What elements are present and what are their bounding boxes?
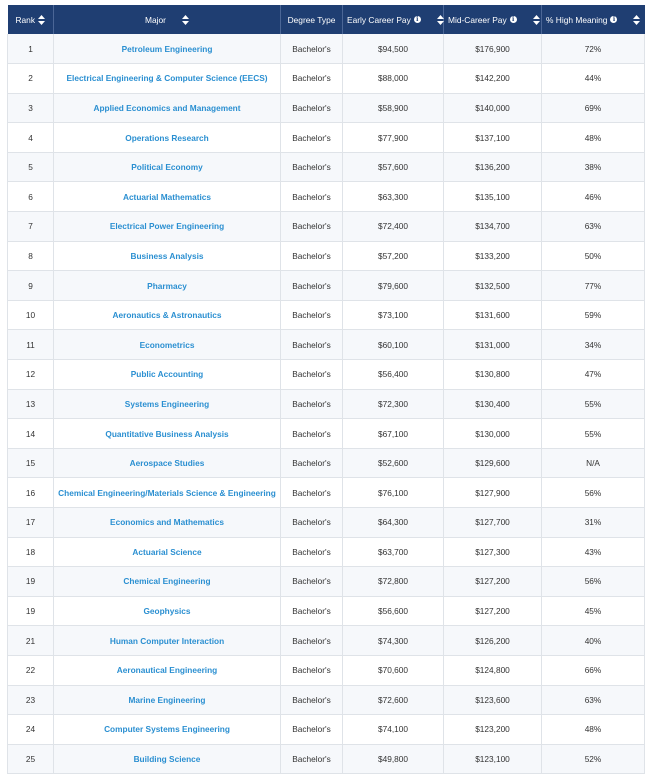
table-row — [8, 34, 645, 64]
sort-icon[interactable] — [38, 15, 45, 25]
major-link[interactable]: Aeronautics & Astronautics — [112, 310, 222, 321]
degree-type-cell: Bachelor's — [281, 271, 343, 301]
high-meaning-cell: 59% — [542, 300, 645, 330]
table-row — [8, 419, 645, 449]
major-link[interactable]: Actuarial Mathematics — [122, 191, 212, 202]
degree-type-cell: Bachelor's — [281, 419, 343, 449]
major-cell — [54, 567, 281, 597]
rank-cell: 1 — [8, 34, 54, 64]
rank-cell: 22 — [8, 655, 54, 685]
table-row — [8, 744, 645, 774]
rank-cell: 9 — [8, 271, 54, 301]
major-link[interactable]: Computer Systems Engineering — [104, 724, 230, 735]
high-meaning-cell: 43% — [542, 537, 645, 567]
column-header-early-career-pay[interactable] — [343, 5, 444, 34]
major-link[interactable]: Pharmacy — [147, 280, 187, 291]
high-meaning-cell: 63% — [542, 685, 645, 715]
major-cell — [54, 271, 281, 301]
mid-career-pay-cell: $127,200 — [444, 596, 542, 626]
major-cell — [54, 508, 281, 538]
major-cell — [54, 478, 281, 508]
table-row — [8, 567, 645, 597]
high-meaning-cell: 56% — [542, 567, 645, 597]
column-header-mid-career-pay[interactable] — [444, 5, 542, 34]
major-link[interactable]: Econometrics — [139, 339, 195, 350]
table-row — [8, 93, 645, 123]
column-header-major[interactable] — [54, 5, 281, 34]
rank-cell: 11 — [8, 330, 54, 360]
major-link[interactable]: Human Computer Interaction — [109, 635, 225, 646]
degree-type-cell: Bachelor's — [281, 152, 343, 182]
info-icon[interactable]: i — [510, 16, 517, 23]
table-body — [8, 34, 645, 774]
mid-career-pay-cell: $137,100 — [444, 123, 542, 153]
rank-cell: 19 — [8, 567, 54, 597]
major-link[interactable]: Economics and Mathematics — [110, 517, 224, 528]
degree-type-cell: Bachelor's — [281, 182, 343, 212]
degree-type-cell: Bachelor's — [281, 626, 343, 656]
early-career-pay-cell: $57,200 — [343, 241, 444, 271]
high-meaning-cell: 52% — [542, 744, 645, 774]
table-row — [8, 182, 645, 212]
major-link[interactable]: Petroleum Engineering — [121, 43, 213, 54]
early-career-pay-cell: $94,500 — [343, 34, 444, 64]
table-row — [8, 508, 645, 538]
major-link[interactable]: Chemical Engineering — [123, 576, 211, 587]
degree-type-cell: Bachelor's — [281, 596, 343, 626]
rank-cell: 12 — [8, 360, 54, 390]
major-cell — [54, 300, 281, 330]
rank-cell: 18 — [8, 537, 54, 567]
major-link[interactable]: Public Accounting — [130, 369, 204, 380]
degree-type-cell: Bachelor's — [281, 715, 343, 745]
early-career-pay-cell: $73,100 — [343, 300, 444, 330]
mid-career-pay-cell: $129,600 — [444, 448, 542, 478]
table-row — [8, 537, 645, 567]
table-row — [8, 596, 645, 626]
high-meaning-cell: 69% — [542, 93, 645, 123]
table-row — [8, 123, 645, 153]
rank-cell: 13 — [8, 389, 54, 419]
column-header-degree-type-label: Degree Type — [287, 14, 336, 25]
table-row — [8, 152, 645, 182]
early-career-pay-cell: $76,100 — [343, 478, 444, 508]
high-meaning-cell: N/A — [542, 448, 645, 478]
early-career-pay-cell: $64,300 — [343, 508, 444, 538]
mid-career-pay-cell: $127,200 — [444, 567, 542, 597]
high-meaning-cell: 44% — [542, 64, 645, 94]
major-link[interactable]: Political Economy — [131, 162, 203, 173]
early-career-pay-cell: $56,400 — [343, 360, 444, 390]
rank-cell: 6 — [8, 182, 54, 212]
early-career-pay-cell: $58,900 — [343, 93, 444, 123]
degree-type-cell: Bachelor's — [281, 448, 343, 478]
mid-career-pay-cell: $130,400 — [444, 389, 542, 419]
column-header-degree-type — [281, 5, 343, 34]
mid-career-pay-cell: $142,200 — [444, 64, 542, 94]
column-header-rank-label: Rank — [15, 14, 36, 25]
mid-career-pay-cell: $131,000 — [444, 330, 542, 360]
high-meaning-cell: 77% — [542, 271, 645, 301]
early-career-pay-cell: $60,100 — [343, 330, 444, 360]
high-meaning-cell: 38% — [542, 152, 645, 182]
mid-career-pay-cell: $127,900 — [444, 478, 542, 508]
info-icon[interactable]: i — [414, 16, 421, 23]
table-row — [8, 655, 645, 685]
mid-career-pay-cell: $130,800 — [444, 360, 542, 390]
degree-type-cell: Bachelor's — [281, 330, 343, 360]
high-meaning-cell: 66% — [542, 655, 645, 685]
rank-cell: 23 — [8, 685, 54, 715]
table-row — [8, 685, 645, 715]
major-link[interactable]: Actuarial Science — [132, 546, 202, 557]
degree-type-cell: Bachelor's — [281, 685, 343, 715]
major-cell — [54, 389, 281, 419]
column-header-high-meaning[interactable] — [542, 5, 645, 34]
major-cell — [54, 419, 281, 449]
major-link[interactable]: Business Analysis — [130, 250, 204, 261]
major-cell — [54, 655, 281, 685]
degree-type-cell: Bachelor's — [281, 93, 343, 123]
degree-type-cell: Bachelor's — [281, 567, 343, 597]
major-cell — [54, 212, 281, 242]
salary-ranking-table — [7, 5, 645, 774]
early-career-pay-cell: $52,600 — [343, 448, 444, 478]
mid-career-pay-cell: $127,700 — [444, 508, 542, 538]
degree-type-cell: Bachelor's — [281, 34, 343, 64]
degree-type-cell: Bachelor's — [281, 123, 343, 153]
table-row — [8, 448, 645, 478]
early-career-pay-cell: $63,300 — [343, 182, 444, 212]
degree-type-cell: Bachelor's — [281, 300, 343, 330]
mid-career-pay-cell: $136,200 — [444, 152, 542, 182]
major-cell — [54, 241, 281, 271]
mid-career-pay-cell: $132,500 — [444, 271, 542, 301]
table-row — [8, 330, 645, 360]
sort-icon[interactable] — [437, 15, 444, 25]
mid-career-pay-cell: $176,900 — [444, 34, 542, 64]
rank-cell: 14 — [8, 419, 54, 449]
info-icon[interactable]: i — [610, 16, 617, 23]
early-career-pay-cell: $74,100 — [343, 715, 444, 745]
mid-career-pay-cell: $123,200 — [444, 715, 542, 745]
rank-cell: 3 — [8, 93, 54, 123]
early-career-pay-cell: $67,100 — [343, 419, 444, 449]
major-cell — [54, 685, 281, 715]
major-cell — [54, 182, 281, 212]
high-meaning-cell: 45% — [542, 596, 645, 626]
major-link[interactable]: Geophysics — [143, 606, 191, 617]
early-career-pay-cell: $56,600 — [343, 596, 444, 626]
high-meaning-cell: 56% — [542, 478, 645, 508]
rank-cell: 24 — [8, 715, 54, 745]
mid-career-pay-cell: $130,000 — [444, 419, 542, 449]
degree-type-cell: Bachelor's — [281, 360, 343, 390]
early-career-pay-cell: $72,300 — [343, 389, 444, 419]
early-career-pay-cell: $79,600 — [343, 271, 444, 301]
major-cell — [54, 744, 281, 774]
high-meaning-cell: 48% — [542, 123, 645, 153]
mid-career-pay-cell: $135,100 — [444, 182, 542, 212]
major-link[interactable]: Operations Research — [125, 132, 209, 143]
rank-cell: 16 — [8, 478, 54, 508]
major-cell — [54, 330, 281, 360]
major-link[interactable]: Chemical Engineering/Materials Science & Engineering — [58, 487, 276, 498]
rank-cell: 7 — [8, 212, 54, 242]
high-meaning-cell: 63% — [542, 212, 645, 242]
major-cell — [54, 152, 281, 182]
major-cell — [54, 537, 281, 567]
major-link[interactable]: Aeronautical Engineering — [116, 665, 218, 676]
table-row — [8, 478, 645, 508]
rank-cell: 10 — [8, 300, 54, 330]
early-career-pay-cell: $74,300 — [343, 626, 444, 656]
major-cell — [54, 626, 281, 656]
major-link[interactable]: Building Science — [133, 754, 201, 765]
major-link[interactable]: Systems Engineering — [124, 398, 210, 409]
degree-type-cell: Bachelor's — [281, 478, 343, 508]
sort-icon[interactable] — [633, 15, 640, 25]
degree-type-cell: Bachelor's — [281, 744, 343, 774]
early-career-pay-cell: $57,600 — [343, 152, 444, 182]
column-header-rank[interactable] — [8, 5, 54, 34]
sort-icon[interactable] — [182, 15, 189, 25]
major-link[interactable]: Quantitative Business Analysis — [105, 428, 229, 439]
high-meaning-cell: 31% — [542, 508, 645, 538]
degree-type-cell: Bachelor's — [281, 64, 343, 94]
early-career-pay-cell: $63,700 — [343, 537, 444, 567]
major-cell — [54, 596, 281, 626]
rank-cell: 17 — [8, 508, 54, 538]
major-cell — [54, 123, 281, 153]
early-career-pay-cell: $70,600 — [343, 655, 444, 685]
table-row — [8, 241, 645, 271]
rank-cell: 25 — [8, 744, 54, 774]
high-meaning-cell: 55% — [542, 389, 645, 419]
degree-type-cell: Bachelor's — [281, 212, 343, 242]
table-row — [8, 64, 645, 94]
high-meaning-cell: 34% — [542, 330, 645, 360]
major-link[interactable]: Electrical Power Engineering — [109, 221, 225, 232]
major-cell — [54, 360, 281, 390]
mid-career-pay-cell: $131,600 — [444, 300, 542, 330]
high-meaning-cell: 55% — [542, 419, 645, 449]
column-header-high-meaning-label: % High Meaning — [546, 14, 608, 25]
mid-career-pay-cell: $123,600 — [444, 685, 542, 715]
table-row — [8, 626, 645, 656]
rank-cell: 21 — [8, 626, 54, 656]
rank-cell: 2 — [8, 64, 54, 94]
mid-career-pay-cell: $134,700 — [444, 212, 542, 242]
early-career-pay-cell: $88,000 — [343, 64, 444, 94]
early-career-pay-cell: $49,800 — [343, 744, 444, 774]
sort-icon[interactable] — [533, 15, 540, 25]
table-row — [8, 212, 645, 242]
mid-career-pay-cell: $123,100 — [444, 744, 542, 774]
rank-cell: 4 — [8, 123, 54, 153]
rank-cell: 8 — [8, 241, 54, 271]
rank-cell: 19 — [8, 596, 54, 626]
major-link[interactable]: Marine Engineering — [128, 694, 206, 705]
table-row — [8, 389, 645, 419]
major-link[interactable]: Electrical Engineering & Computer Science (EECS) — [66, 73, 268, 84]
high-meaning-cell: 46% — [542, 182, 645, 212]
column-header-major-label: Major — [145, 14, 166, 25]
mid-career-pay-cell: $133,200 — [444, 241, 542, 271]
header-row — [8, 5, 645, 34]
major-link[interactable]: Aerospace Studies — [129, 458, 205, 469]
degree-type-cell: Bachelor's — [281, 508, 343, 538]
table-row — [8, 271, 645, 301]
table-row — [8, 300, 645, 330]
major-cell — [54, 715, 281, 745]
major-cell — [54, 448, 281, 478]
high-meaning-cell: 50% — [542, 241, 645, 271]
major-cell — [54, 93, 281, 123]
mid-career-pay-cell: $140,000 — [444, 93, 542, 123]
degree-type-cell: Bachelor's — [281, 389, 343, 419]
major-link[interactable]: Applied Economics and Management — [93, 102, 241, 113]
early-career-pay-cell: $72,600 — [343, 685, 444, 715]
high-meaning-cell: 47% — [542, 360, 645, 390]
high-meaning-cell: 40% — [542, 626, 645, 656]
degree-type-cell: Bachelor's — [281, 241, 343, 271]
mid-career-pay-cell: $124,800 — [444, 655, 542, 685]
degree-type-cell: Bachelor's — [281, 655, 343, 685]
mid-career-pay-cell: $127,300 — [444, 537, 542, 567]
rank-cell: 15 — [8, 448, 54, 478]
column-header-early-career-pay-label: Early Career Pay — [347, 14, 411, 25]
high-meaning-cell: 48% — [542, 715, 645, 745]
degree-type-cell: Bachelor's — [281, 537, 343, 567]
table-row — [8, 715, 645, 745]
early-career-pay-cell: $77,900 — [343, 123, 444, 153]
mid-career-pay-cell: $126,200 — [444, 626, 542, 656]
table-header — [8, 5, 645, 34]
high-meaning-cell: 72% — [542, 34, 645, 64]
rank-cell: 5 — [8, 152, 54, 182]
major-cell — [54, 64, 281, 94]
early-career-pay-cell: $72,400 — [343, 212, 444, 242]
early-career-pay-cell: $72,800 — [343, 567, 444, 597]
table-row — [8, 360, 645, 390]
major-cell — [54, 34, 281, 64]
column-header-mid-career-pay-label: Mid-Career Pay — [448, 14, 507, 25]
